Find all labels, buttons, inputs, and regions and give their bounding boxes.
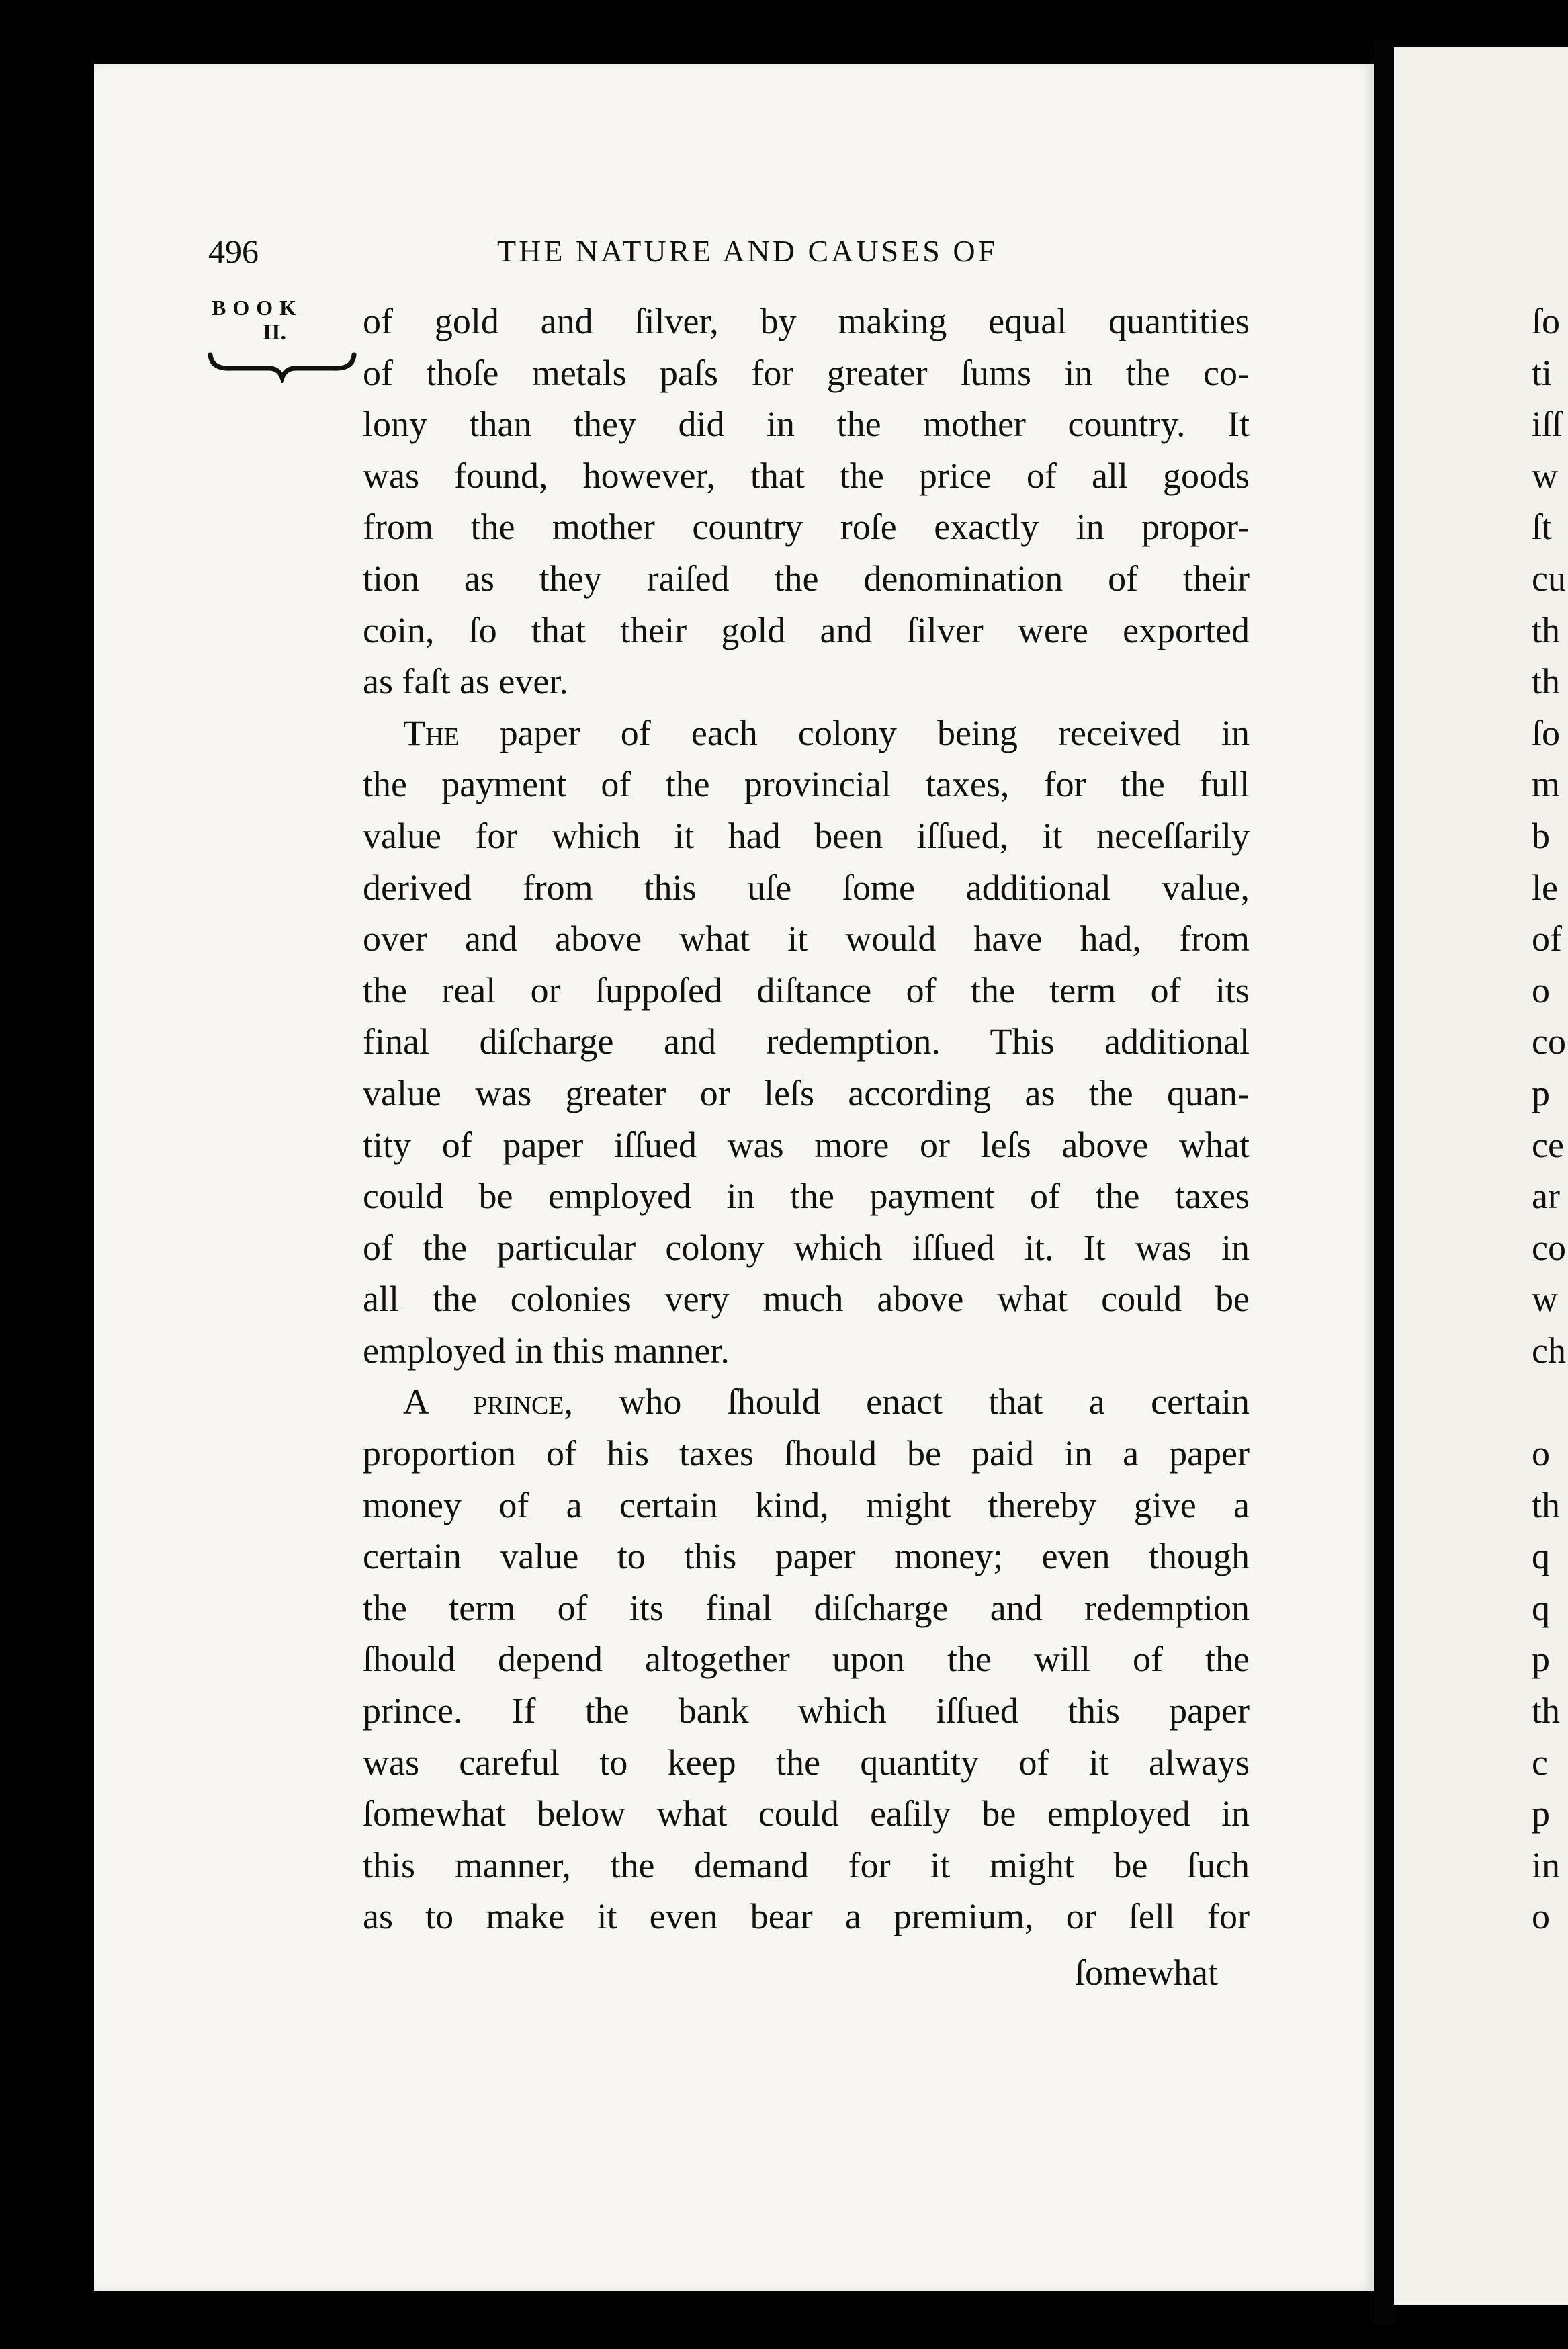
facing-line-fragment: q [1532, 1536, 1550, 1577]
facing-line-fragment: th [1532, 661, 1561, 702]
text-line: of the particular colony which iſſued it. It was in [363, 1227, 1250, 1268]
facing-line-fragment: th [1532, 609, 1561, 650]
text-line: of thoſe metals paſs for greater ſums in the co- [363, 352, 1250, 393]
text-line: money of a certain kind, might thereby give a [363, 1484, 1250, 1525]
text-line: of gold and ſilver, by making equal quantities [363, 301, 1250, 341]
running-head-title: THE NATURE AND CAUSES OF [497, 234, 998, 268]
text-line: tion as they raiſed the denomination of their [363, 558, 1250, 599]
facing-line-fragment: ſo [1532, 301, 1561, 341]
running-head [208, 232, 1256, 286]
facing-line-fragment: p [1532, 1072, 1550, 1113]
body-text [363, 296, 1250, 1942]
text-line: as faſt as ever. [363, 661, 568, 702]
facing-line-fragment: m [1532, 764, 1561, 805]
paragraph-1 [363, 296, 1250, 708]
facing-line-fragment: co [1532, 1227, 1566, 1268]
text-line: could be employed in the payment of the taxes [363, 1176, 1250, 1217]
facing-line-fragment: p [1532, 1639, 1550, 1680]
paragraph-3 [363, 1376, 1250, 1942]
text-line: derived from this uſe ſome additional value, [363, 867, 1250, 908]
facing-line-fragment: ti [1532, 352, 1553, 393]
text-line: was found, however, that the price of all goods [363, 455, 1250, 496]
text-line: value was greater or leſs according as the quan- [363, 1072, 1250, 1113]
book-number: II. [263, 320, 286, 345]
text-line: over and above what it would have had, from [363, 919, 1250, 959]
facing-line-fragment: w [1532, 1279, 1558, 1320]
text-line-rest: paper of each colony being received in [459, 712, 1250, 753]
text-line: lony than they did in the mother country. It [363, 404, 1250, 445]
page-number: 496 [208, 232, 259, 270]
text-line: ſhould depend altogether upon the will of the [363, 1639, 1250, 1680]
text-line: prince. If the bank which iſſued this paper [363, 1691, 1250, 1732]
book-section-marker [205, 296, 359, 396]
facing-line-fragment: ch [1532, 1330, 1566, 1371]
facing-line-fragment [1532, 1376, 1568, 1428]
facing-line-fragment: th [1532, 1691, 1561, 1732]
text-line: all the colonies very much above what could be [363, 1279, 1250, 1320]
text-line [363, 708, 1250, 759]
facing-line-fragment: c [1532, 1742, 1548, 1783]
brace-ornament-icon [205, 349, 359, 383]
text-line: was careful to keep the quantity of it always [363, 1742, 1250, 1783]
facing-line-fragment: b [1532, 815, 1550, 856]
text-line: employed in this manner. [363, 1330, 730, 1371]
facing-line-fragment: cu [1532, 558, 1566, 599]
paragraph-2 [363, 708, 1250, 1377]
facing-line-fragment: ſo [1532, 712, 1561, 753]
text-line: ſomewhat below what could eaſily be employed in [363, 1793, 1250, 1834]
facing-line-fragment: co [1532, 1021, 1566, 1062]
facing-line-fragment: of [1532, 919, 1562, 959]
text-line: final diſcharge and redemption. This additional [363, 1021, 1250, 1062]
text-line: this manner, the demand for it might be ſuch [363, 1844, 1250, 1885]
text-line: from the mother country roſe exactly in propor- [363, 507, 1250, 548]
facing-line-fragment: th [1532, 1484, 1561, 1525]
text-line: coin, ſo that their gold and ſilver were exported [363, 609, 1250, 650]
facing-line-fragment: iſſ [1532, 404, 1563, 445]
catchword: ſomewhat [1075, 1953, 1218, 1993]
text-line: certain value to this paper money; even though [363, 1536, 1250, 1577]
paragraph-lead: The [403, 712, 460, 753]
text-line: tity of paper iſſued was more or leſs above what [363, 1124, 1250, 1165]
facing-line-fragment: o [1532, 1433, 1550, 1474]
facing-line-fragment: ſt [1532, 507, 1553, 548]
text-line: the payment of the provincial taxes, for the full [363, 764, 1250, 805]
facing-line-fragment: in [1532, 1844, 1561, 1885]
facing-line-fragment: w [1532, 455, 1558, 496]
facing-line-fragment: o [1532, 970, 1550, 1011]
facing-line-fragment: o [1532, 1896, 1550, 1937]
text-line: value for which it had been iſſued, it neceſſarily [363, 815, 1250, 856]
paragraph-lead: A prince, [403, 1381, 574, 1422]
facing-page-text [1532, 296, 1568, 1942]
text-line: the term of its final diſcharge and redemption [363, 1587, 1250, 1628]
book-label: BOOK [212, 296, 304, 320]
book-gutter [1374, 40, 1394, 2325]
facing-line-fragment: ar [1532, 1176, 1560, 1217]
facing-line-fragment: le [1532, 867, 1558, 908]
text-line: as to make it even bear a premium, or ſell for [363, 1896, 1250, 1937]
facing-line-fragment: ce [1532, 1124, 1564, 1165]
facing-line-fragment: p [1532, 1793, 1550, 1834]
text-line: the real or ſuppoſed diſtance of the term of its [363, 970, 1250, 1011]
text-line: proportion of his taxes ſhould be paid in a paper [363, 1433, 1250, 1474]
text-line [363, 1376, 1250, 1428]
text-line-rest: who ſhould enact that a certain [573, 1381, 1250, 1422]
facing-line-fragment: q [1532, 1587, 1550, 1628]
